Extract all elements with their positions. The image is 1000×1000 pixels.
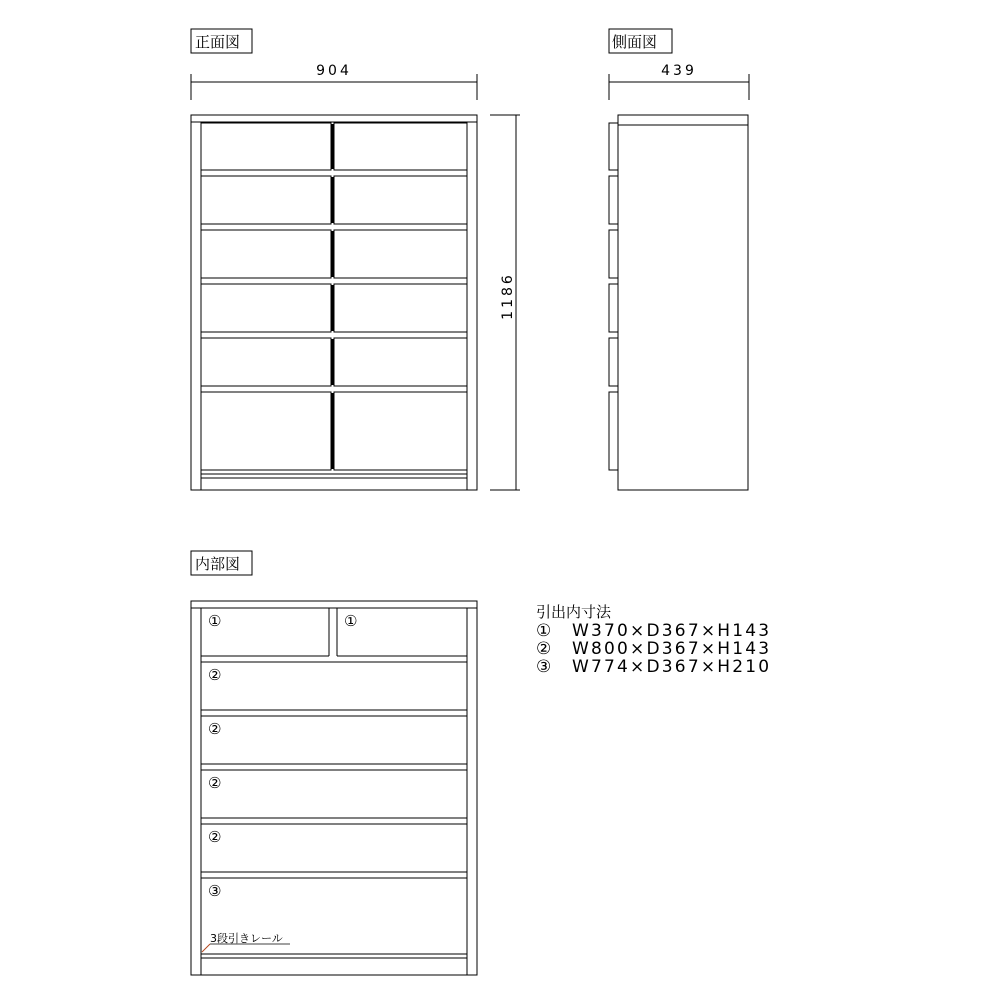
- drawer-inner-dimensions-legend: [536, 602, 771, 676]
- front-drawer-6-right: [334, 392, 467, 470]
- front-width-value: 904: [316, 63, 352, 79]
- side-carcass: [618, 115, 748, 490]
- interior-marker-2c: ②: [208, 774, 222, 792]
- side-drawer-fronts: [609, 123, 618, 470]
- side-depth-value: 439: [661, 63, 697, 79]
- rail-note: 3段引きレール: [210, 932, 283, 945]
- legend-dimensions: W774×D367×H210: [572, 657, 772, 677]
- front-drawer-5-left: [201, 338, 331, 386]
- front-drawer-5-right: [334, 338, 467, 386]
- front-view-label: 正面図: [195, 33, 241, 51]
- side-view-label: 側面図: [612, 33, 658, 51]
- side-view: [609, 29, 749, 490]
- interior-marker-3: ③: [208, 882, 222, 900]
- legend-row-3: [536, 658, 771, 676]
- interior-marker-2b: ②: [208, 720, 222, 738]
- front-height-dimension: [490, 115, 520, 490]
- legend-marker: ①: [536, 621, 552, 641]
- side-depth-dimension: [609, 63, 749, 100]
- front-drawer-1-right: [334, 123, 467, 170]
- interior-marker-1a: ①: [208, 612, 222, 630]
- legend-title: 引出内寸法: [536, 603, 612, 621]
- rail-note-arrow: [202, 944, 210, 952]
- front-drawer-1-left: [201, 123, 331, 170]
- legend-row-1: [536, 622, 771, 640]
- front-drawers: [201, 123, 467, 470]
- front-drawer-2-left: [201, 176, 331, 224]
- interior-marker-2a: ②: [208, 666, 222, 684]
- interior-marker-2d: ②: [208, 828, 222, 846]
- legend-marker: ②: [536, 639, 552, 659]
- legend-dimensions: W800×D367×H143: [572, 639, 772, 659]
- front-drawer-2-right: [334, 176, 467, 224]
- interior-view: [191, 551, 477, 975]
- legend-row-2: [536, 640, 771, 658]
- interior-marker-1b: ①: [344, 612, 358, 630]
- front-height-value: 1186: [500, 272, 516, 320]
- front-drawer-3-right: [334, 230, 467, 278]
- legend-dimensions: W370×D367×H143: [572, 621, 772, 641]
- legend-marker: ③: [536, 657, 552, 677]
- interior-carcass: [191, 601, 477, 975]
- interior-view-label: 内部図: [195, 555, 241, 573]
- front-drawer-6-left: [201, 392, 331, 470]
- front-top-board: [191, 115, 477, 122]
- front-drawer-3-left: [201, 230, 331, 278]
- front-width-dimension: [191, 63, 477, 100]
- front-view: [191, 29, 520, 490]
- front-drawer-4-left: [201, 284, 331, 332]
- front-drawer-4-right: [334, 284, 467, 332]
